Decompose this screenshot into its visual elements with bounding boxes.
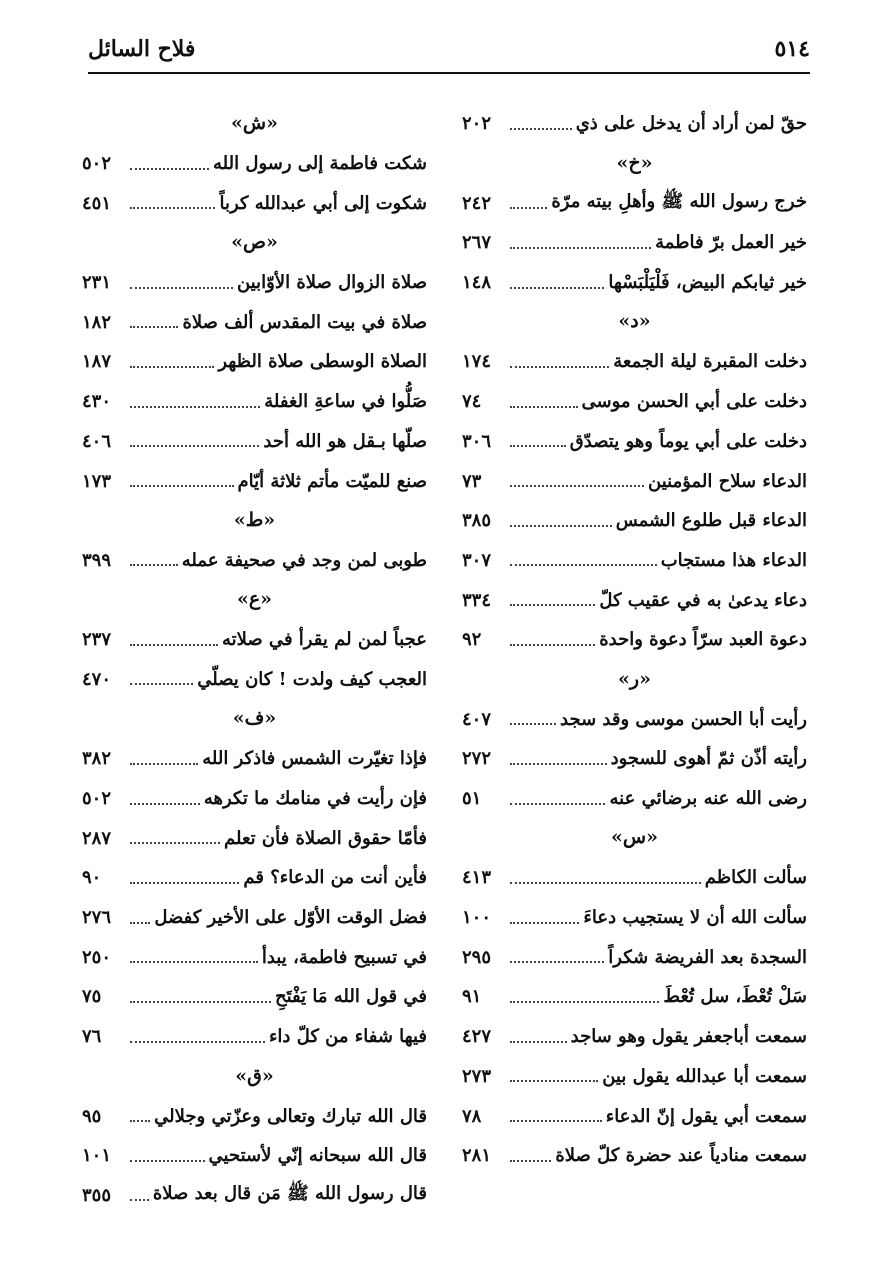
entry-text: قال الله تبارك وتعالى وعزّتي وجلالي [154,1105,427,1127]
page-header [88,30,810,70]
entry-page-number: ٣٨٢ [82,748,112,770]
entry-page-number: ٢٩٥ [462,946,492,968]
entry-text: الدعاء قبل طلوع الشمس [615,510,807,532]
dot-leader [130,803,200,805]
entry-page-number: ٤٢٧ [462,1026,492,1048]
index-entry [462,739,807,779]
dot-leader [510,564,657,566]
entry-text: قال رسول الله ﷺ مَن قال بعد صلاة [152,1183,427,1205]
dot-leader [130,763,198,765]
index-entry [462,779,807,819]
dot-leader [510,1120,602,1122]
index-entry [82,818,427,858]
entry-text: سمعت أباجعفر يقول وهو ساجد [570,1026,807,1048]
index-entry [82,302,427,342]
dot-leader [130,485,234,487]
index-entry [82,342,427,382]
index-entry [462,183,807,223]
entry-page-number: ١٨٢ [82,311,112,333]
entry-text: دخلت على أبي الحسن موسى [581,391,807,413]
entry-text: سألت الله أن لا يستجيب دعاءَ [583,907,807,929]
index-entry [82,1096,427,1136]
dot-leader [510,882,701,884]
index-entry [462,1096,807,1136]
entry-page-number: ٢٠٢ [462,113,492,135]
entry-text: شكوت إلى أبي عبدالله كرباً [219,192,427,214]
letter-heading: «ص» [231,231,278,254]
entry-page-number: ٧٦ [82,1026,102,1048]
entry-text: خير ثيابكم البيض، فَلْيَلْبَسْها [608,272,807,294]
dot-leader [130,1001,271,1003]
dot-leader [510,287,604,289]
entry-text: الصلاة الوسطى صلاة الظهر [218,351,427,373]
index-entry [462,858,807,898]
header-rule [88,72,810,74]
entry-text: فأمّا حقوق الصلاة فأن تعلم [224,827,427,849]
entry-text: صلاة في بيت المقدس ألف صلاة [182,311,427,333]
index-entry [82,620,427,660]
index-entry [462,223,807,263]
index-entry [462,422,807,462]
dot-leader [130,683,193,685]
entry-page-number: ٧٨ [462,1105,482,1127]
dot-leader [130,1160,205,1162]
entry-page-number: ٣٩٩ [82,549,112,571]
index-column-left [82,104,427,1215]
dot-leader [130,287,233,289]
entry-text: خرج رسول الله ﷺ وأهلِ بيته مرّة [551,191,807,213]
dot-leader [130,1199,149,1201]
index-entry [462,977,807,1017]
index-entry [462,580,807,620]
entry-text: سمعت أبا عبدالله يقول بين [602,1065,807,1087]
entry-text: الدعاء سلاح المؤمنين [648,470,807,492]
index-entry [82,1176,427,1216]
entry-text: دخلت المقبرة ليلة الجمعة [613,351,807,373]
entry-page-number: ٧٣ [462,470,482,492]
entry-page-number: ٢٣٧ [82,629,112,651]
dot-leader [510,1041,567,1043]
index-entry [82,660,427,700]
entry-text: عجباً لمن لم يقرأ في صلاته [221,629,427,651]
dot-leader [510,366,609,368]
entry-text: فيها شفاء من كلّ داء [268,1026,427,1048]
entry-text: رضى الله عنه برضائي عنه [609,788,807,810]
entry-text: سَلْ تُعْطَ، سل تُعْطَ [663,986,807,1008]
index-entry [82,541,427,581]
entry-text: دخلت على أبي يوماً وهو يتصدّق [569,430,807,452]
entry-page-number: ٢٣١ [82,272,112,294]
dot-leader [510,1001,659,1003]
dot-leader [510,525,612,527]
index-column-right [462,104,807,1176]
entry-page-number: ١٧٣ [82,470,112,492]
entry-page-number: ٢٤٢ [462,192,492,214]
entry-text: حقّ لمن أراد أن يدخل على ذي [575,113,807,135]
dot-leader [510,961,604,963]
entry-page-number: ٥٠٢ [82,788,112,810]
letter-heading: «ط» [233,508,276,531]
entry-page-number: ٢٨١ [462,1145,492,1167]
index-entry [462,620,807,660]
dot-leader [510,763,607,765]
entry-page-number: ٤٧٠ [82,668,112,690]
entry-page-number: ١٧٤ [462,351,492,373]
dot-leader [510,723,556,725]
entry-page-number: ٣٣٤ [462,589,492,611]
entry-text: في تسبيح فاطمة، يبدأ [261,946,427,968]
dot-leader [510,604,595,606]
entry-page-number: ٤٠٦ [82,430,112,452]
dot-leader [510,803,605,805]
entry-text: صَلُّوا في ساعةِ الغفلة [264,391,427,413]
index-entry [462,382,807,422]
entry-page-number: ١٠١ [82,1145,112,1167]
dot-leader [130,366,214,368]
index-entry [462,898,807,938]
letter-heading: «ع» [236,588,273,611]
entry-text: صنع للميّت مأتم ثلاثة أيّام [237,470,427,492]
index-entry [82,739,427,779]
entry-page-number: ٥١ [462,788,482,810]
entry-page-number: ٤٣٠ [82,391,112,413]
index-entry [82,183,427,223]
index-entry [82,144,427,184]
entry-page-number: ٩٠ [82,867,102,889]
entry-page-number: ١٨٧ [82,351,112,373]
index-entry [462,104,807,144]
entry-text: سمعت أبي يقول إنّ الدعاء [605,1105,807,1127]
index-entry [82,977,427,1017]
entry-page-number: ٢٧٦ [82,907,112,929]
dot-leader [130,922,150,924]
entry-page-number: ٣٥٥ [82,1184,112,1206]
entry-page-number: ٢٦٧ [462,232,492,254]
dot-leader [510,1160,551,1162]
book-title: فلاح السائل [88,36,196,62]
letter-heading: «س» [611,826,658,849]
entry-page-number: ٧٥ [82,986,102,1008]
page-number: ٥١٤ [774,36,810,62]
entry-page-number: ٩٢ [462,629,482,651]
entry-text: فأين أنت من الدعاء؟ قم [243,867,427,889]
entry-page-number: ٤٠٧ [462,708,492,730]
entry-text: رأيته أذّن ثمّ أهوى للسجود [610,748,807,770]
entry-page-number: ٩١ [462,986,482,1008]
dot-leader [130,326,178,328]
dot-leader [510,922,579,924]
index-entry [462,1057,807,1097]
entry-page-number: ٢٥٠ [82,946,112,968]
entry-text: السجدة بعد الفريضة شكراً [608,946,807,968]
entry-text: دعوة العبد سرّاً دعوة واحدة [599,629,807,651]
index-entry [462,1017,807,1057]
entry-text: طوبى لمن وجد في صحيفة عمله [181,549,427,571]
letter-heading: «خ» [616,151,653,174]
index-entry [462,1136,807,1176]
index-entry [82,937,427,977]
entry-text: العجب كيف ولدت ! كان يصلّي [197,668,427,690]
dot-leader [130,445,259,447]
index-entry [82,858,427,898]
letter-heading: «د» [618,310,651,333]
entry-text: صلاة الزوال صلاة الأوّابين [236,272,427,294]
entry-page-number: ٩٥ [82,1105,102,1127]
dot-leader [130,842,220,844]
index-entry [82,1017,427,1057]
index-entry [82,422,427,462]
entry-text: الدعاء هذا مستجاب [660,549,807,571]
dot-leader [130,644,218,646]
letter-heading: «ق» [235,1064,274,1087]
index-entry [462,937,807,977]
entry-page-number: ٢٨٧ [82,827,112,849]
letter-heading: «ف» [232,707,277,730]
entry-text: فإن رأيت في منامك ما تكرهه [203,788,427,810]
index-entry [82,461,427,501]
index-entry [82,779,427,819]
index-entry [462,699,807,739]
dot-leader [510,445,566,447]
index-entry [462,461,807,501]
entry-text: رأيت أبا الحسن موسى وقد سجد [560,708,807,730]
letter-heading: «ش» [231,112,278,134]
entry-page-number: ٣٨٥ [462,510,492,532]
index-entry [462,263,807,303]
entry-text: دعاء يدعىٰ به في عقيب كلّ [599,589,807,611]
entry-page-number: ٤٥١ [82,192,112,214]
entry-text: شكت فاطمة إلى رسول الله [213,153,427,175]
dot-leader [510,406,578,408]
entry-text: صلّها بـقل هو الله أحد [263,430,427,452]
dot-leader [130,1041,265,1043]
entry-page-number: ١٠٠ [462,907,492,929]
dot-leader [130,961,258,963]
entry-page-number: ٧٤ [462,391,482,413]
dot-leader [510,207,547,209]
index-entry [462,342,807,382]
entry-text: في قول الله مَا يَفْتَحِ [274,986,427,1008]
dot-leader [130,207,215,209]
entry-page-number: ١٤٨ [462,272,492,294]
dot-leader [130,1120,150,1122]
dot-leader [510,247,651,249]
dot-leader [130,882,239,884]
entry-text: سمعت منادياً عند حضرة كلّ صلاة [555,1145,807,1167]
dot-leader [130,168,209,170]
entry-text: فإذا تغيّرت الشمس فاذكر الله [202,748,427,770]
entry-page-number: ٣٠٦ [462,430,492,452]
entry-text: خير العمل برّ فاطمة [655,232,807,254]
index-entry [82,1136,427,1176]
dot-leader [130,564,178,566]
index-entry [82,898,427,938]
entry-page-number: ٢٧٢ [462,748,492,770]
index-entry [82,382,427,422]
entry-page-number: ٢٧٣ [462,1065,492,1087]
dot-leader [510,644,595,646]
dot-leader [510,485,644,487]
dot-leader [130,406,260,408]
entry-text: قال الله سبحانه إنّي لأستحيي [208,1145,427,1167]
entry-page-number: ٤١٣ [462,867,492,889]
entry-page-number: ٥٠٢ [82,153,112,175]
entry-text: فضل الوقت الأوّل على الأخير كفضل [154,907,427,929]
letter-heading: «ر» [618,667,651,690]
index-entry [462,501,807,541]
index-entry [82,263,427,303]
entry-text: سألت الكاظم [704,867,807,889]
dot-leader [510,1080,598,1082]
entry-page-number: ٣٠٧ [462,549,492,571]
dot-leader [510,128,572,130]
index-entry [462,541,807,581]
